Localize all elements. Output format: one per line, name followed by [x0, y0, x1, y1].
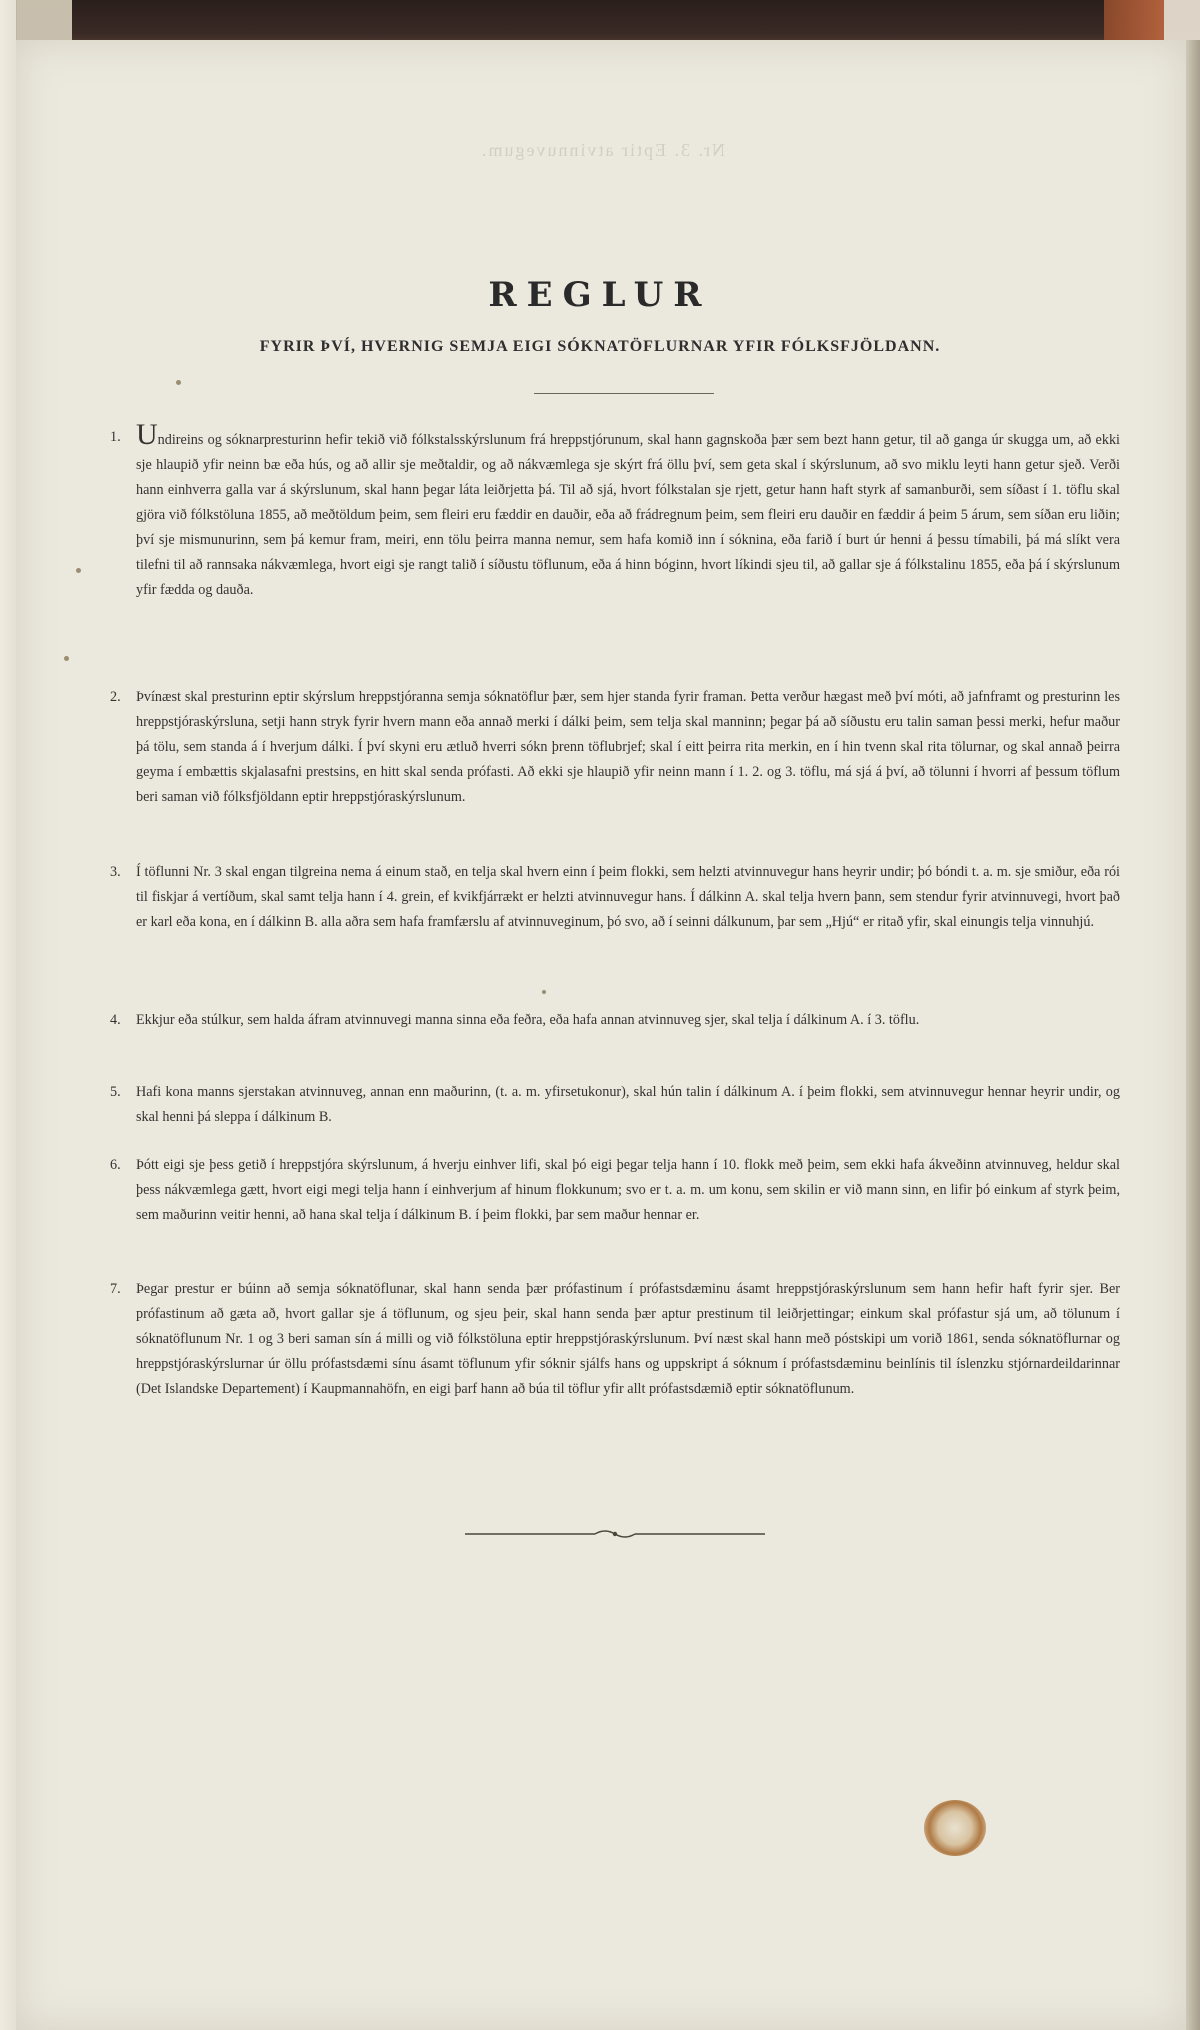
- paper-speck: [542, 990, 546, 994]
- paragraph-number: 5.: [110, 1084, 121, 1100]
- bleed-through-text: Nr. 3. Eptir atvinnuvegum.: [480, 140, 725, 160]
- rule-paragraph-6: [110, 1153, 1120, 1228]
- rule-paragraph-4: [110, 1008, 1120, 1033]
- paragraph-number: 1.: [110, 429, 121, 445]
- paper-speck: [176, 380, 181, 385]
- end-ornament: [465, 1528, 765, 1540]
- title-divider: [534, 393, 714, 394]
- paragraph-number: 6.: [110, 1157, 121, 1173]
- rule-paragraph-1: [110, 418, 1120, 603]
- paragraph-text: ndireins og sóknarpresturinn hefir tekið við fólkstalsskýrslunum frá hreppstjórunum, skal hann gagnskoða þær sem bezt hann getur, til að ganga úr skugga um, að ekki sje hlaupið yfir neinn bæ eða hús, og að allir sje meðtaldir, og að nákvæmlega sje skýrt frá öllu því, sem geta skal í skýrslunum, að svo miklu leyti hann getur sjeð. Verði hann einhverra galla var á skýrslunum, skal hann þegar láta leiðrjetta þá. Til að sjá, hvort fólkstalan sje rjett, getur hann haft styrk af samanburði, sem síðast í 1. töflu skal gjöra við fólkstöluna 1855, að meðtöldum þeim, sem fleiri eru fæddir en dauðir, eða að frádregnum þeim, sem fleiri eru dauðir en fæddir á þeim 5 árum, sem síðan eru liðin; því sje mismunurinn, sem þá kemur fram, meiri, enn tölu þeirra manna nemur, sem hafa komið inn í sóknina, eða farið í burt úr henni á þessu tímabili, þá má slíkt vera tilefni til að rannsaka nákvæmlega, hvort eigi sje rangt talið í síðustu töflunum, eða á hinn bóginn, hvort líkindi sjeu til, að gallar sje á fólkstalinu 1855, eða þá í skýrslunum yfir fædda og dauða.: [136, 432, 1120, 598]
- rule-paragraph-3: [110, 860, 1120, 935]
- rule-paragraph-2: [110, 685, 1120, 810]
- drop-initial: U: [136, 418, 158, 451]
- paragraph-text: Hafi kona manns sjerstakan atvinnuveg, annan enn maðurinn, (t. a. m. yfirsetukonur), skal hún talin í dálkinum A. í þeim flokki, sem atvinnuvegur hennar heyrir undir, og skal henni þá sleppa í dálkinum B.: [136, 1084, 1120, 1125]
- paragraph-number: 4.: [110, 1012, 121, 1028]
- paragraph-number: 7.: [110, 1281, 121, 1297]
- paragraph-number: 3.: [110, 864, 121, 880]
- rule-paragraph-5: [110, 1080, 1120, 1130]
- paragraph-text: Í töflunni Nr. 3 skal engan tilgreina nema á einum stað, en telja skal hvern einn í þeim flokki, sem helzti atvinnuvegur hans heyrir undir; þó bóndi t. a. m. sje smiður, eða rói til fiskjar á vertíðum, skal samt telja hann í 4. grein, ef kvikfjárrækt er helzti atvinnuvegur hans. Í dálkinn A. skal telja hvern þann, sem stendur fyrir atvinnuvegi, hvort það er karl eða kona, en í dálkinn B. alla aðra sem hafa framfærslu af atvinnuveginum, þó svo, að í seinni dálkunum, þar sem „Hjú“ er ritað yfir, skal einungis telja vinnuhjú.: [136, 864, 1120, 930]
- foxing-stain: [924, 1800, 986, 1856]
- document-subtitle: FYRIR ÞVÍ, HVERNIG SEMJA EIGI SÓKNATÖFLURNAR YFIR FÓLKSFJÖLDANN.: [259, 338, 941, 355]
- paper-speck: [64, 656, 69, 661]
- paragraph-number: 2.: [110, 689, 121, 705]
- paper-speck: [76, 568, 81, 573]
- paragraph-text: Þvínæst skal presturinn eptir skýrslum hreppstjóranna semja sóknatöflur þær, sem hjer standa fyrir framan. Þetta verður hægast með því móti, að jafnframt og presturinn les hreppstjóraskýrsluna, setji hann stryk fyrir hvern mann eða annað merki í dálki þeim, sem telja skal manninn; þegar þá að síðustu eru talin saman þessi merki, hefur maður þá tölu, sem standa á í hverjum dálki. Í því skyni eru ætluð hverri sókn þrenn töflubrjef; skal í eitt þeirra rita merkin, en í hin tvenn skal rita tölurnar, og skal annað þeirra geyma í embættis skjalasafni prestsins, en hitt skal senda prófasti. Að ekki sje hlaupið yfir neinn mann í 1. 2. og 3. töflu, má sjá á því, að tölunni í hvorri af þessum töflum beri saman við fólksfjöldann eptir hreppstjóraskýrslunum.: [136, 689, 1120, 805]
- paragraph-text: Þótt eigi sje þess getið í hreppstjóra skýrslunum, á hverju einhver lifi, skal þó eigi þegar telja hann í 10. flokk með þeim, sem ekki hafa ákveðinn atvinnuveg, heldur skal þess nákvæmlega gætt, hvort eigi megi telja hann í einhverjum af hinum flokkunum; svo er t. a. m. um konu, sem skilin er við mann sinn, en lifir þó einkum af styrk þeim, sem maðurinn veitir henni, að hana skal telja í dálkinum B. í þeim flokki, þar sem maður hennar er.: [136, 1157, 1120, 1223]
- paragraph-text: Þegar prestur er búinn að semja sóknatöflunar, skal hann senda þær prófastinum í prófastsdæminu ásamt hreppstjóraskýrslunum sem hann hefir haft fyrir sjer. Ber prófastinum að gæta að, hvort gallar sje á töflunum, og sjeu þeir, skal hann senda þær aptur prestinum til leiðrjettingar; einkum skal prófastur sjá um, að tölunum í sóknatöflunum Nr. 1 og 3 beri saman sín á milli og við fólkstöluna eptir hreppstjóraskýrslunum. Því næst skal hann með póstskipi um vorið 1861, senda sóknatöflurnar og hreppstjóraskýrslurnar úr öllu prófastsdæmi sínu ásamt töflunum yfir sóknir sjálfs hans og uppskript á sóknum í prófastsdæminu beinlínis til íslenzku stjórnardeildarinnar (Det Islandske Departement) í Kaupmannahöfn, en eigi þarf hann að búa til töflur yfir allt prófastsdæmið eptir sóknatöflunum.: [136, 1281, 1120, 1397]
- document-title: REGLUR: [488, 275, 712, 315]
- rule-paragraph-7: [110, 1277, 1120, 1402]
- paragraph-text: Ekkjur eða stúlkur, sem halda áfram atvinnuvegi manna sinna eða feðra, eða hafa annan atvinnuveg sjer, skal telja í dálkinum A. í 3. töflu.: [136, 1012, 920, 1028]
